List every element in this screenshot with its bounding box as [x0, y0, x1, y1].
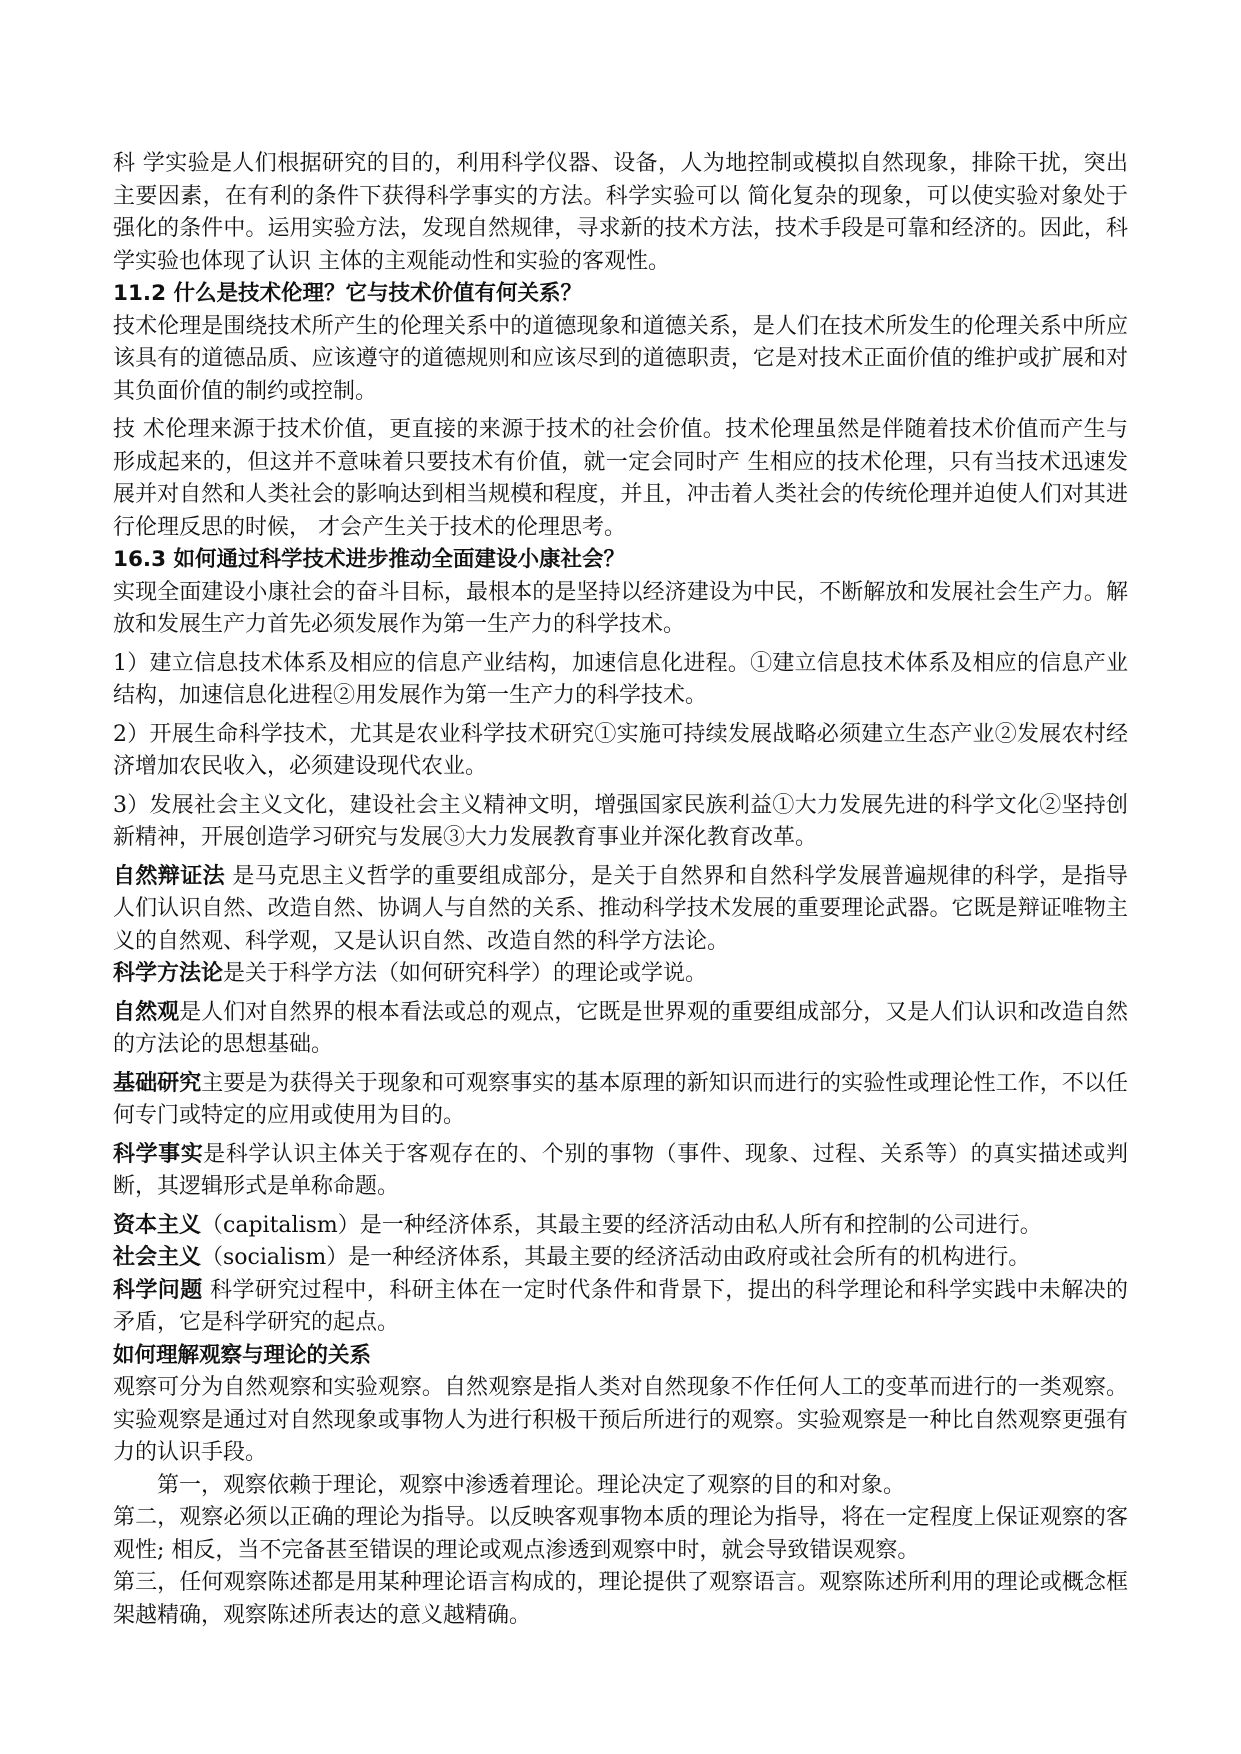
definition-text: 是科学认识主体关于客观存在的、个别的事物（事件、现象、过程、关系等）的真实描述或判断，其逻辑形式是单称命题。	[113, 1141, 1128, 1199]
tech-ethics-paragraph-2: 技 术伦理来源于技术价值，更直接的来源于技术的社会价值。技术伦理虽然是伴随着技术价值而产生与形成起来的，但这并不意味着只要技术有价值，就一定会同时产 生相应的技术伦理，只有当技术迅速发展并对自然和人类社会的影响达到相当规模和程度，并且，冲击着人类社会的传统伦理并迫使人们对其进行伦理反思的时候， 才会产生关于技术的伦理思考。	[113, 417, 1128, 540]
definition-text: 是马克思主义哲学的重要组成部分，是关于自然界和自然科学发展普遍规律的科学，是指导人们认识自然、改造自然、协调人与自然的关系、推动科学技术发展的重要理论武器。它既是辩证唯物主义的自然观、科学观，又是认识自然、改造自然的科学方法论。	[113, 863, 1128, 954]
list-item: 1）建立信息技术体系及相应的信息产业结构，加速信息化进程。①建立信息技术体系及相应的信息产业结构，加速信息化进程②用发展作为第一生产力的科学技术。	[113, 650, 1128, 708]
experiment-paragraph: 科 学实验是人们根据研究的目的，利用科学仪器、设备，人为地控制或模拟自然现象，排除干扰，突出主要因素，在有利的条件下获得科学事实的方法。科学实验可以 简化复杂的现象，可以使实验对象处于强化的条件中。运用实验方法，发现自然规律，寻求新的技术方法，技术手段是可靠和经济的。因此，科学实验也体现了认识 主体的主观能动性和实验的客观性。	[113, 151, 1128, 274]
definition-scientific-fact	[113, 1139, 1128, 1204]
definition-text: （socialism）是一种经济体系，其最主要的经济活动由政府或社会所有的机构进行。	[201, 1245, 1031, 1270]
definition-text: 科学研究过程中，科研主体在一定时代条件和背景下，提出的科学理论和科学实践中未解决的矛盾，它是科学研究的起点。	[113, 1277, 1128, 1335]
term-label: 科学问题	[113, 1277, 203, 1303]
xiaokang-intro: 实现全面建设小康社会的奋斗目标，最根本的是坚持以经济建设为中民，不断解放和发展社会生产力。解放和发展生产力首先必须发展作为第一生产力的科学技术。	[113, 579, 1128, 637]
document-page	[113, 148, 1128, 1632]
definition-text: 是人们对自然界的根本看法或总的观点，它既是世界观的重要组成部分，又是人们认识和改造自然的方法论的思想基础。	[113, 999, 1128, 1057]
term-label: 科学事实	[113, 1141, 204, 1167]
observation-paragraph-2: 第一，观察依赖于理论，观察中渗透着理论。理论决定了观察的目的和对象。	[157, 1472, 906, 1498]
definition-text: （capitalism）是一种经济体系，其最主要的经济活动由私人所有和控制的公司进行。	[201, 1212, 1042, 1238]
heading-16-3: 16.3 如何通过科学技术进步推动全面建设小康社会？	[113, 547, 626, 572]
definition-view-of-nature	[113, 997, 1128, 1062]
term-label: 基础研究	[113, 1070, 202, 1096]
list-item: 3）发展社会主义文化，建设社会主义精神文明，增强国家民族利益①大力发展先进的科学文化②坚持创新精神，开展创造学习研究与发展③大力发展教育事业并深化教育改革。	[113, 792, 1128, 850]
observation-paragraph-4: 第三，任何观察陈述都是用某种理论语言构成的，理论提供了观察语言。观察陈述所利用的理论或概念框架越精确，观察陈述所表达的意义越精确。	[113, 1570, 1128, 1628]
definition-socialism	[113, 1242, 1128, 1275]
definition-text: 主要是为获得关于现象和可观察事实的基本原理的新知识而进行的实验性或理论性工作，不以任何专门或特定的应用或使用为目的。	[113, 1070, 1128, 1128]
definition-dialectics	[113, 861, 1128, 959]
definition-text: 是关于科学方法（如何研究科学）的理论或学说。	[223, 961, 708, 986]
heading-observation: 如何理解观察与理论的关系	[113, 1342, 372, 1368]
tech-ethics-paragraph-1: 技术伦理是围绕技术所产生的伦理关系中的道德现象和道德关系，是人们在技术所发生的伦理关系中所应该具有的道德品质、应该遵守的道德规则和应该尽到的道德职责，它是对技术正面价值的维护或扩展和对其负面价值的制约或控制。	[113, 313, 1128, 404]
definition-methodology	[113, 958, 1128, 991]
term-label: 资本主义	[113, 1212, 202, 1238]
observation-paragraph-1: 观察可分为自然观察和实验观察。自然观察是指人类对自然现象不作任何人工的变革而进行的一类观察。实验观察是通过对自然现象或事物人为进行积极干预后所进行的观察。实验观察是一种比自然观察更强有力的认识手段。	[113, 1375, 1128, 1465]
term-label: 自然辩证法	[113, 863, 225, 889]
definition-basic-research	[113, 1068, 1128, 1133]
list-item: 2）开展生命科学技术，尤其是农业科学技术研究①实施可持续发展战略必须建立生态产业②发展农村经济增加农民收入，必须建设现代农业。	[113, 721, 1128, 779]
heading-11-2: 11.2 什么是技术伦理？它与技术价值有何关系？	[113, 281, 583, 306]
definition-capitalism	[113, 1210, 1128, 1243]
term-label: 自然观	[113, 999, 180, 1025]
definition-scientific-problem	[113, 1275, 1128, 1340]
term-label: 社会主义	[113, 1245, 202, 1270]
observation-paragraph-3: 第二，观察必须以正确的理论为指导。以反映客观事物本质的理论为指导，将在一定程度上保证观察的客观性; 相反，当不完备甚至错误的理论或观点渗透到观察中时，就会导致错误观察。	[113, 1505, 1128, 1563]
term-label: 科学方法论	[113, 961, 224, 986]
